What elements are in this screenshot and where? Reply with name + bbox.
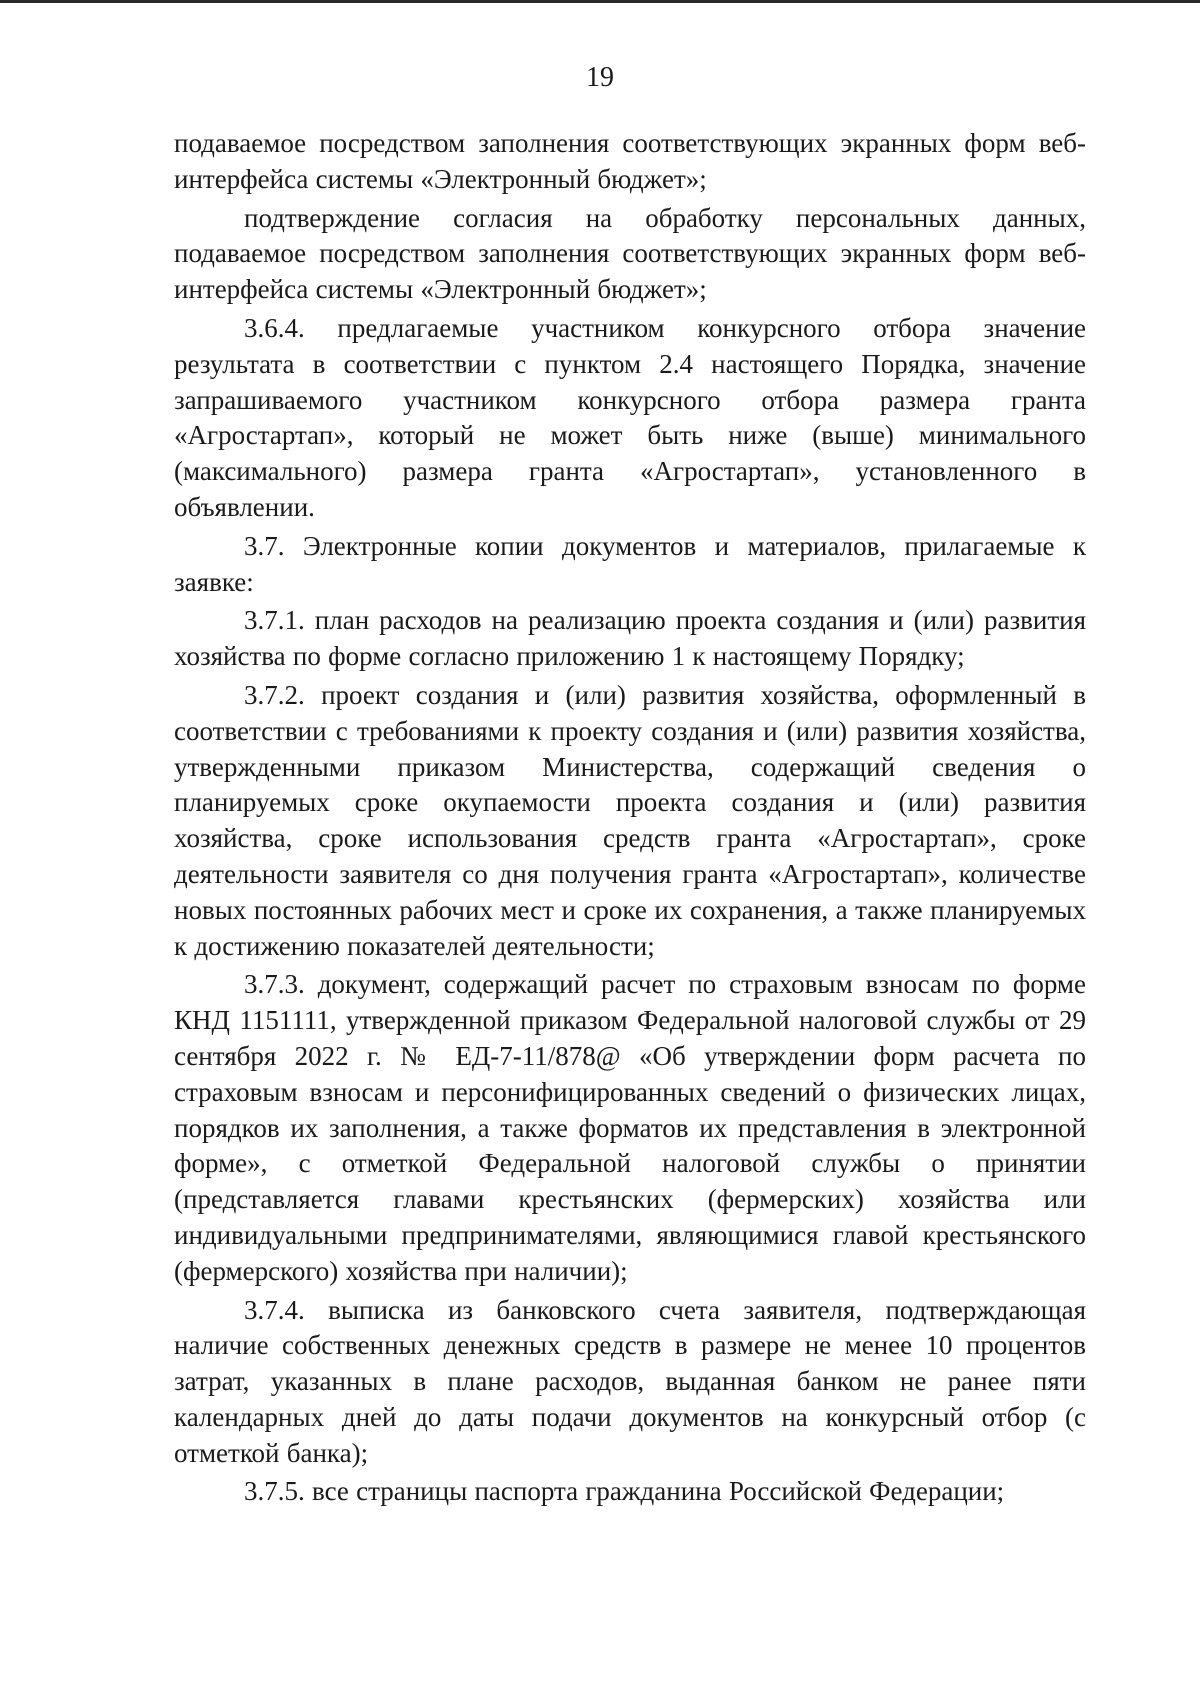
document-body (174, 126, 1086, 1510)
paragraph-3-7: 3.7. Электронные копии документов и материалов, прилагаемые к заявке: (174, 530, 1086, 597)
paragraph-3-7-5: 3.7.5. все страницы паспорта гражданина Российской Федерации; (244, 1476, 1005, 1507)
paragraph-3-7-4: 3.7.4. выписка из банковского счета заявителя, подтверждающая наличие собственных денежных средств в размере не менее 10 процентов затрат, указанных в плане расходов, выданная банком не ранее пяти календарных дней до даты подачи документов на конкурсный отбор (с отметкой банка); (174, 1294, 1086, 1468)
paragraph-3-7-2: 3.7.2. проект создания и (или) развития хозяйства, оформленный в соответствии с требованиями к проекту создания и (или) развития хозяйства, утвержденными приказом Министерства, содержащий сведения о планируемых сроке окупаемости проекта создания и (или) развития хозяйства, сроке использования средств гранта «Агростартап», сроке деятельности заявителя со дня получения гранта «Агростартап», количестве новых постоянных рабочих мест и сроке их сохранения, а также планируемых к достижению показателей деятельности; (174, 679, 1086, 961)
page-top-edge (0, 0, 1200, 3)
page-number: 19 (586, 62, 614, 93)
paragraph-3-7-3: 3.7.3. документ, содержащий расчет по страховым взносам по форме КНД 1151111, утвержденной приказом Федеральной налоговой службы от 29 сентября 2022 г. № ЕД-7-11/878@ «Об утверждении форм расчета по страховым взносам и персонифицированных сведений о физических лицах, порядков их заполнения, а также форматов их представления в электронной форме», с отметкой Федеральной налоговой службы о принятии (представляется главами крестьянских (фермерских) хозяйства или индивидуальными предпринимателями, являющимися главой крестьянского (фермерского) хозяйства при наличии); (174, 969, 1086, 1286)
paragraph-continuation: подаваемое посредством заполнения соответствующих экранных форм веб-интерфейса системы «Электронный бюджет»; (174, 128, 1086, 194)
paragraph-consent: подтверждение согласия на обработку персональных данных, подаваемое посредством заполнения соответствующих экранных форм веб-интерфейса системы «Электронный бюджет»; (174, 202, 1086, 305)
paragraph-3-7-1: 3.7.1. план расходов на реализацию проекта создания и (или) развития хозяйства по форме согласно приложению 1 к настоящему Порядку; (174, 605, 1086, 672)
paragraph-3-6-4: 3.6.4. предлагаемые участником конкурсного отбора значение результата в соответствии с пунктом 2.4 настоящего Порядка, значение запрашиваемого участником конкурсного отбора размера гранта «Агростартап», который не может быть ниже (выше) минимального (максимального) размера гранта «Агростартап», установленного в объявлении. (174, 312, 1086, 522)
